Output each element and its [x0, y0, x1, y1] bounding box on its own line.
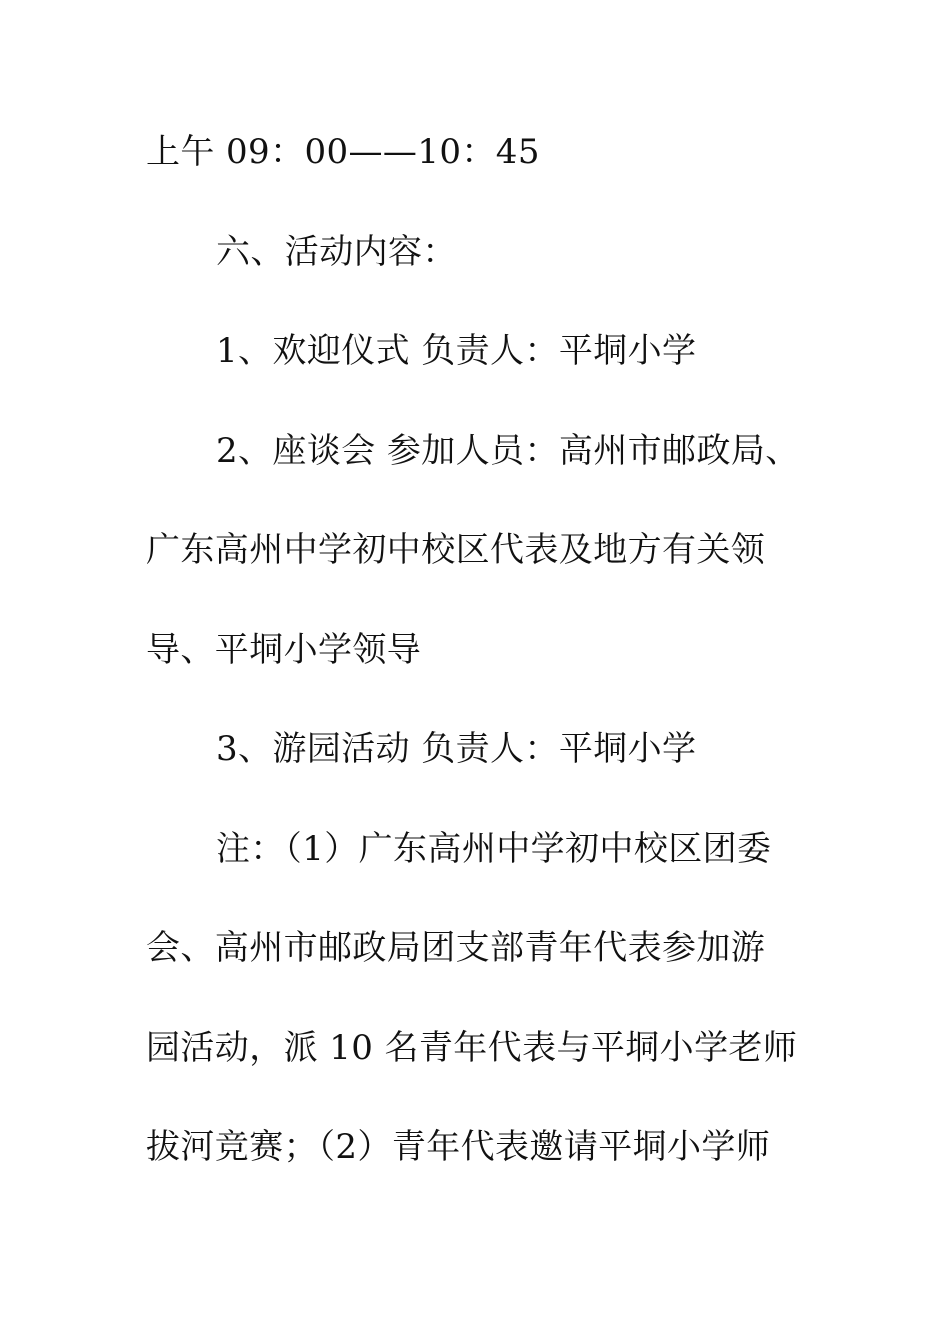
item-symposium: 2、座谈会 参加人员：高州市邮政局、: [216, 430, 800, 471]
item-welcome-ceremony: 1、欢迎仪式 负责人：平垌小学: [216, 331, 697, 371]
item-symposium-continued-1: 广东高州中学初中校区代表及地方有关领: [146, 530, 766, 570]
document-body: [146, 103, 806, 1198]
note-paragraph-continued-3: 拔河竞赛；（2）青年代表邀请平垌小学师: [146, 1127, 771, 1167]
note-paragraph-continued-2: 园活动，派 10 名青年代表与平垌小学老师: [146, 1027, 798, 1068]
section-heading-activity-content: 六、活动内容：: [216, 231, 457, 272]
time-range-line: 上午 09：00——10：45: [146, 132, 540, 172]
note-paragraph: 注：（1）广东高州中学初中校区团委: [216, 828, 772, 869]
item-garden-activity: 3、游园活动 负责人：平垌小学: [216, 729, 697, 769]
item-symposium-continued-2: 导、平垌小学领导: [146, 629, 422, 670]
note-paragraph-continued-1: 会、高州市邮政局团支部青年代表参加游: [146, 928, 766, 968]
